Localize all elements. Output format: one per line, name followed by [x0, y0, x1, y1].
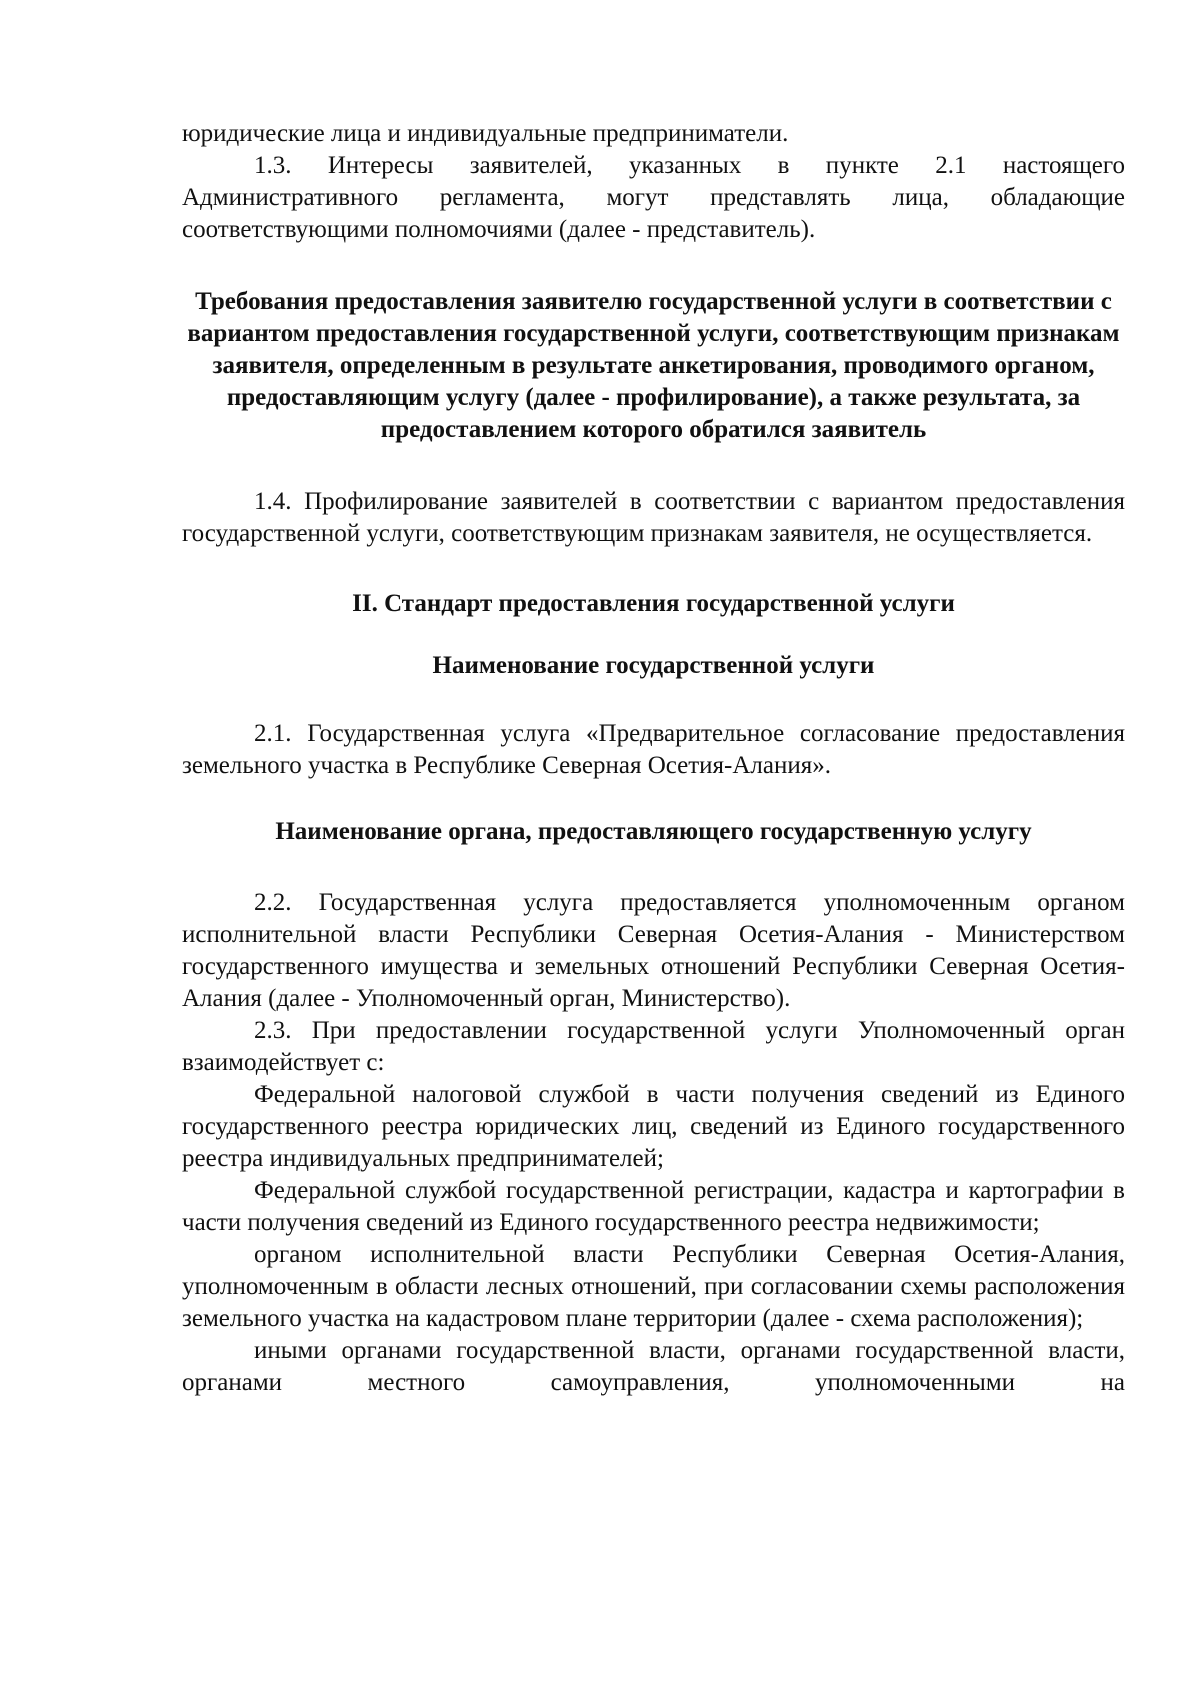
- document-body: [182, 118, 1125, 1399]
- paragraph-2-3: 2.3. При предоставлении государственной услуги Уполномоченный орган взаимодействует с:: [182, 1017, 1125, 1076]
- paragraph-forest: органом исполнительной власти Республики Северная Осетия-Алания, уполномоченным в области лесных отношений, при согласовании схемы расположения земельного участка на кадастровом плане территории (далее - схема расположения);: [182, 1241, 1125, 1332]
- paragraph-2-1: 2.1. Государственная услуга «Предварительное согласование предоставления земельного участка в Республике Северная Осетия-Алания».: [182, 720, 1125, 779]
- paragraph-1-3: 1.3. Интересы заявителей, указанных в пункте 2.1 настоящего Административного регламента, могут представлять лица, обладающие соответствующими полномочиями (далее - представитель).: [182, 152, 1125, 243]
- paragraph-2-2: 2.2. Государственная услуга предоставляется уполномоченным органом исполнительной власти Республики Северная Осетия-Алания - Министерством государственного имущества и земельных отношений Республики Северная Осетия-Алания (далее - Уполномоченный орган, Министерство).: [182, 889, 1125, 1012]
- paragraph-fns: Федеральной налоговой службой в части получения сведений из Единого государственного реестра юридических лиц, сведений из Единого государственного реестра индивидуальных предпринимателей;: [182, 1081, 1125, 1172]
- paragraph-other-organs: иными органами государственной власти, органами государственной власти, органами местного самоуправления, уполномоченными на: [182, 1337, 1125, 1396]
- heading-organ-name: Наименование органа, предоставляющего государственную услугу: [275, 818, 1032, 845]
- heading-section-2: II. Стандарт предоставления государственной услуги: [352, 590, 955, 617]
- heading-requirements: Требования предоставления заявителю государственной услуги в соответствии с вариантом предоставления государственной услуги, соответствующим признакам заявителя, определенным в результате анкетирования, проводимого органом, предоставляющим услугу (далее - профилирование), а также результата, за предоставлением которого обратился заявитель: [187, 288, 1120, 443]
- paragraph-continuation: юридические лица и индивидуальные предприниматели.: [182, 120, 789, 147]
- paragraph-rosreestr: Федеральной службой государственной регистрации, кадастра и картографии в части получения сведений из Единого государственного реестра недвижимости;: [182, 1177, 1125, 1236]
- heading-service-name: Наименование государственной услуги: [432, 652, 875, 679]
- paragraph-1-4: 1.4. Профилирование заявителей в соответствии с вариантом предоставления государственной услуги, соответствующим признакам заявителя, не осуществляется.: [182, 488, 1125, 547]
